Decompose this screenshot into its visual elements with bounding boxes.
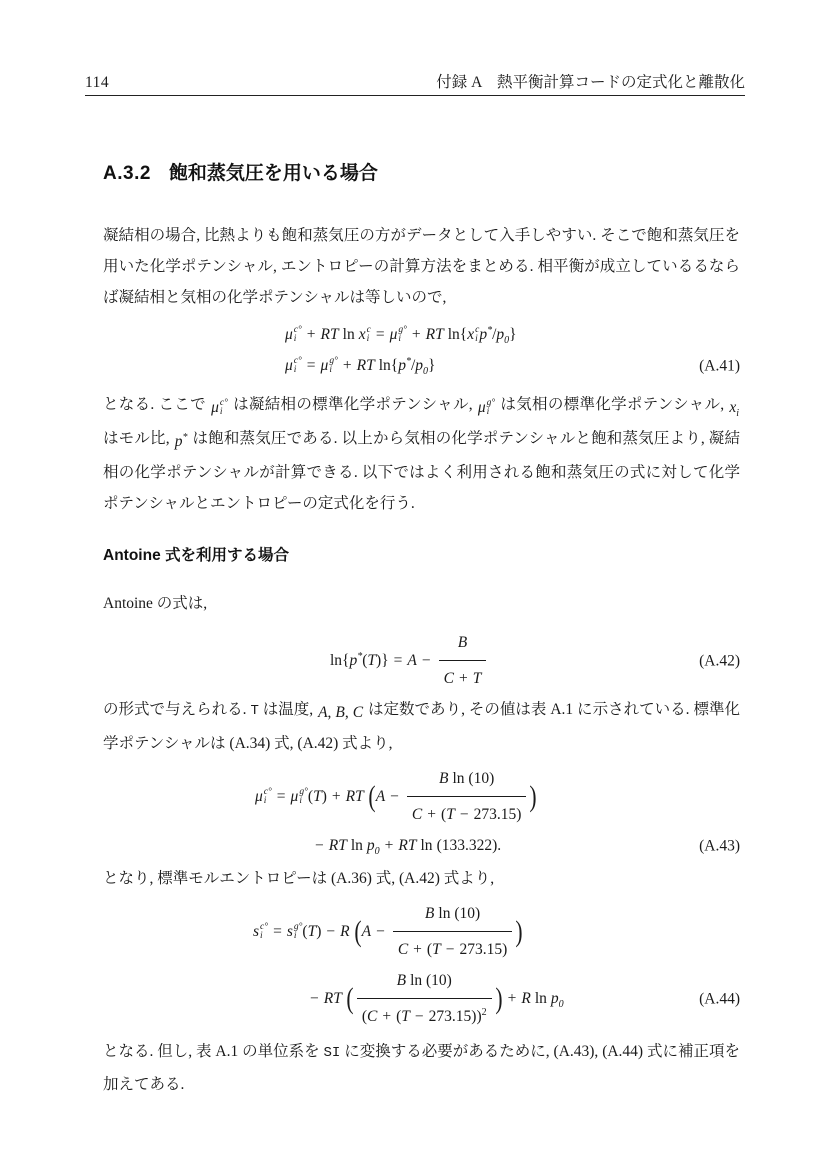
paragraph-mu-description <box>103 389 740 519</box>
text-run: となる. ここで <box>103 396 211 413</box>
text-run: は気相の標準化学ポテンシャル, <box>496 396 729 413</box>
inline-math-p-star: p* <box>174 431 188 450</box>
equation-a44 <box>103 898 740 1032</box>
page-number: 114 <box>85 74 110 91</box>
text-run: に変換する必要があるために, (A.43), (A.44) 式に補正項を加えてある. <box>103 1043 740 1093</box>
equation-math: μ c° i = μ g° i + RT ln{ p* / $p_0$ } <box>285 355 436 378</box>
text-run: は温度, <box>258 701 318 718</box>
tt-temperature-symbol: T <box>250 703 259 719</box>
equation-a44-line2 <box>103 965 740 1032</box>
inline-math-abc: A , B , C <box>318 704 364 721</box>
equation-a41 <box>103 319 740 381</box>
text-run: となる. 但し, 表 A.1 の単位系を <box>103 1043 324 1060</box>
equation-a42-line1 <box>103 627 740 694</box>
paragraph-antoine-form <box>103 694 740 759</box>
antoine-subsection-heading: Antoine 式を利用する場合 <box>103 547 289 564</box>
equation-number-a43: (A.43) <box>699 837 740 854</box>
equation-a42 <box>103 627 740 694</box>
inline-math-x-i: $x_i$ <box>729 399 739 420</box>
equation-a41-line1 <box>103 319 740 350</box>
text-run: は凝結相の標準化学ポテンシャル, <box>228 396 477 413</box>
equation-number-a44: (A.44) <box>699 990 740 1007</box>
text-run: は飽和蒸気圧である. 以上から気相の化学ポテンシャルと飽和蒸気圧より, 凝結相の化学ポテンシャルが計算できる. 以下ではよく利用される飽和蒸気圧の式に対して化学ポテンシャルとエントロピーの定式化を行う. <box>103 430 740 512</box>
inline-math-mu-g: μ g° i <box>477 397 496 417</box>
paragraph-entropy-lead: となり, 標準モルエントロピーは (A.36) 式, (A.42) 式より, <box>103 870 495 887</box>
equation-math: − RT ln $p_0$ + RT ln (133.322). <box>315 837 502 858</box>
equation-math: − RT ( B ln (10) ( C + ( T − 273.15))$^2$ ) + R ln $p_0$ <box>305 965 564 1032</box>
equation-number-a42: (A.42) <box>699 652 740 669</box>
paragraph-antoine-lead: Antoine の式は, <box>103 595 208 612</box>
section-title: 飽和蒸気圧を用いる場合 <box>168 163 378 184</box>
running-header-title: 付録 A 熱平衡計算コードの定式化と離散化 <box>436 74 745 91</box>
equation-a41-line2 <box>103 350 740 381</box>
text-run: の形式で与えられる. <box>103 701 251 718</box>
equation-a43-line1 <box>103 763 740 830</box>
text-run: は定数であり, その値は表 A.1 に示されている. 標準化学ポテンシャルは (A.34) 式, (A.42) 式より, <box>103 701 740 752</box>
page-content <box>103 0 740 1100</box>
section-number: A.3.2 <box>103 163 151 184</box>
equation-math: s c° i = s g° i ( T ) − R ( A − B ln (10) C + ( T − 273.15) ) <box>253 898 523 965</box>
inline-math-mu-c: μ c° i <box>211 397 228 417</box>
tt-si-symbol: SI <box>323 1045 341 1061</box>
equation-a44-line1 <box>103 898 740 965</box>
equation-number-a41: (A.41) <box>699 357 740 374</box>
section-heading <box>103 161 740 187</box>
equation-math: μ c° i + RT ln x c i = μ g° i + RT ln{ x c i p* / $p_0$ } <box>285 324 517 347</box>
text-run: はモル比, <box>103 430 174 447</box>
equation-math: μ c° i = μ g° i ( T ) + RT ( A − B ln (10) C + ( T − 273.15) ) <box>255 763 537 830</box>
equation-a43-line2 <box>103 830 740 861</box>
equation-math: ln{ p* ( T )} = A − B C + T <box>330 627 489 694</box>
paragraph-closing <box>103 1036 740 1100</box>
equation-a43 <box>103 763 740 861</box>
paragraph-intro: 凝結相の場合, 比熱よりも飽和蒸気圧の方がデータとして入手しやすい. そこで飽和蒸気圧を用いた化学ポテンシャル, エントロピーの計算方法をまとめる. 相平衡が成立しているるならば凝結相と気相の化学ポテンシャルは等しいので, <box>103 227 740 306</box>
